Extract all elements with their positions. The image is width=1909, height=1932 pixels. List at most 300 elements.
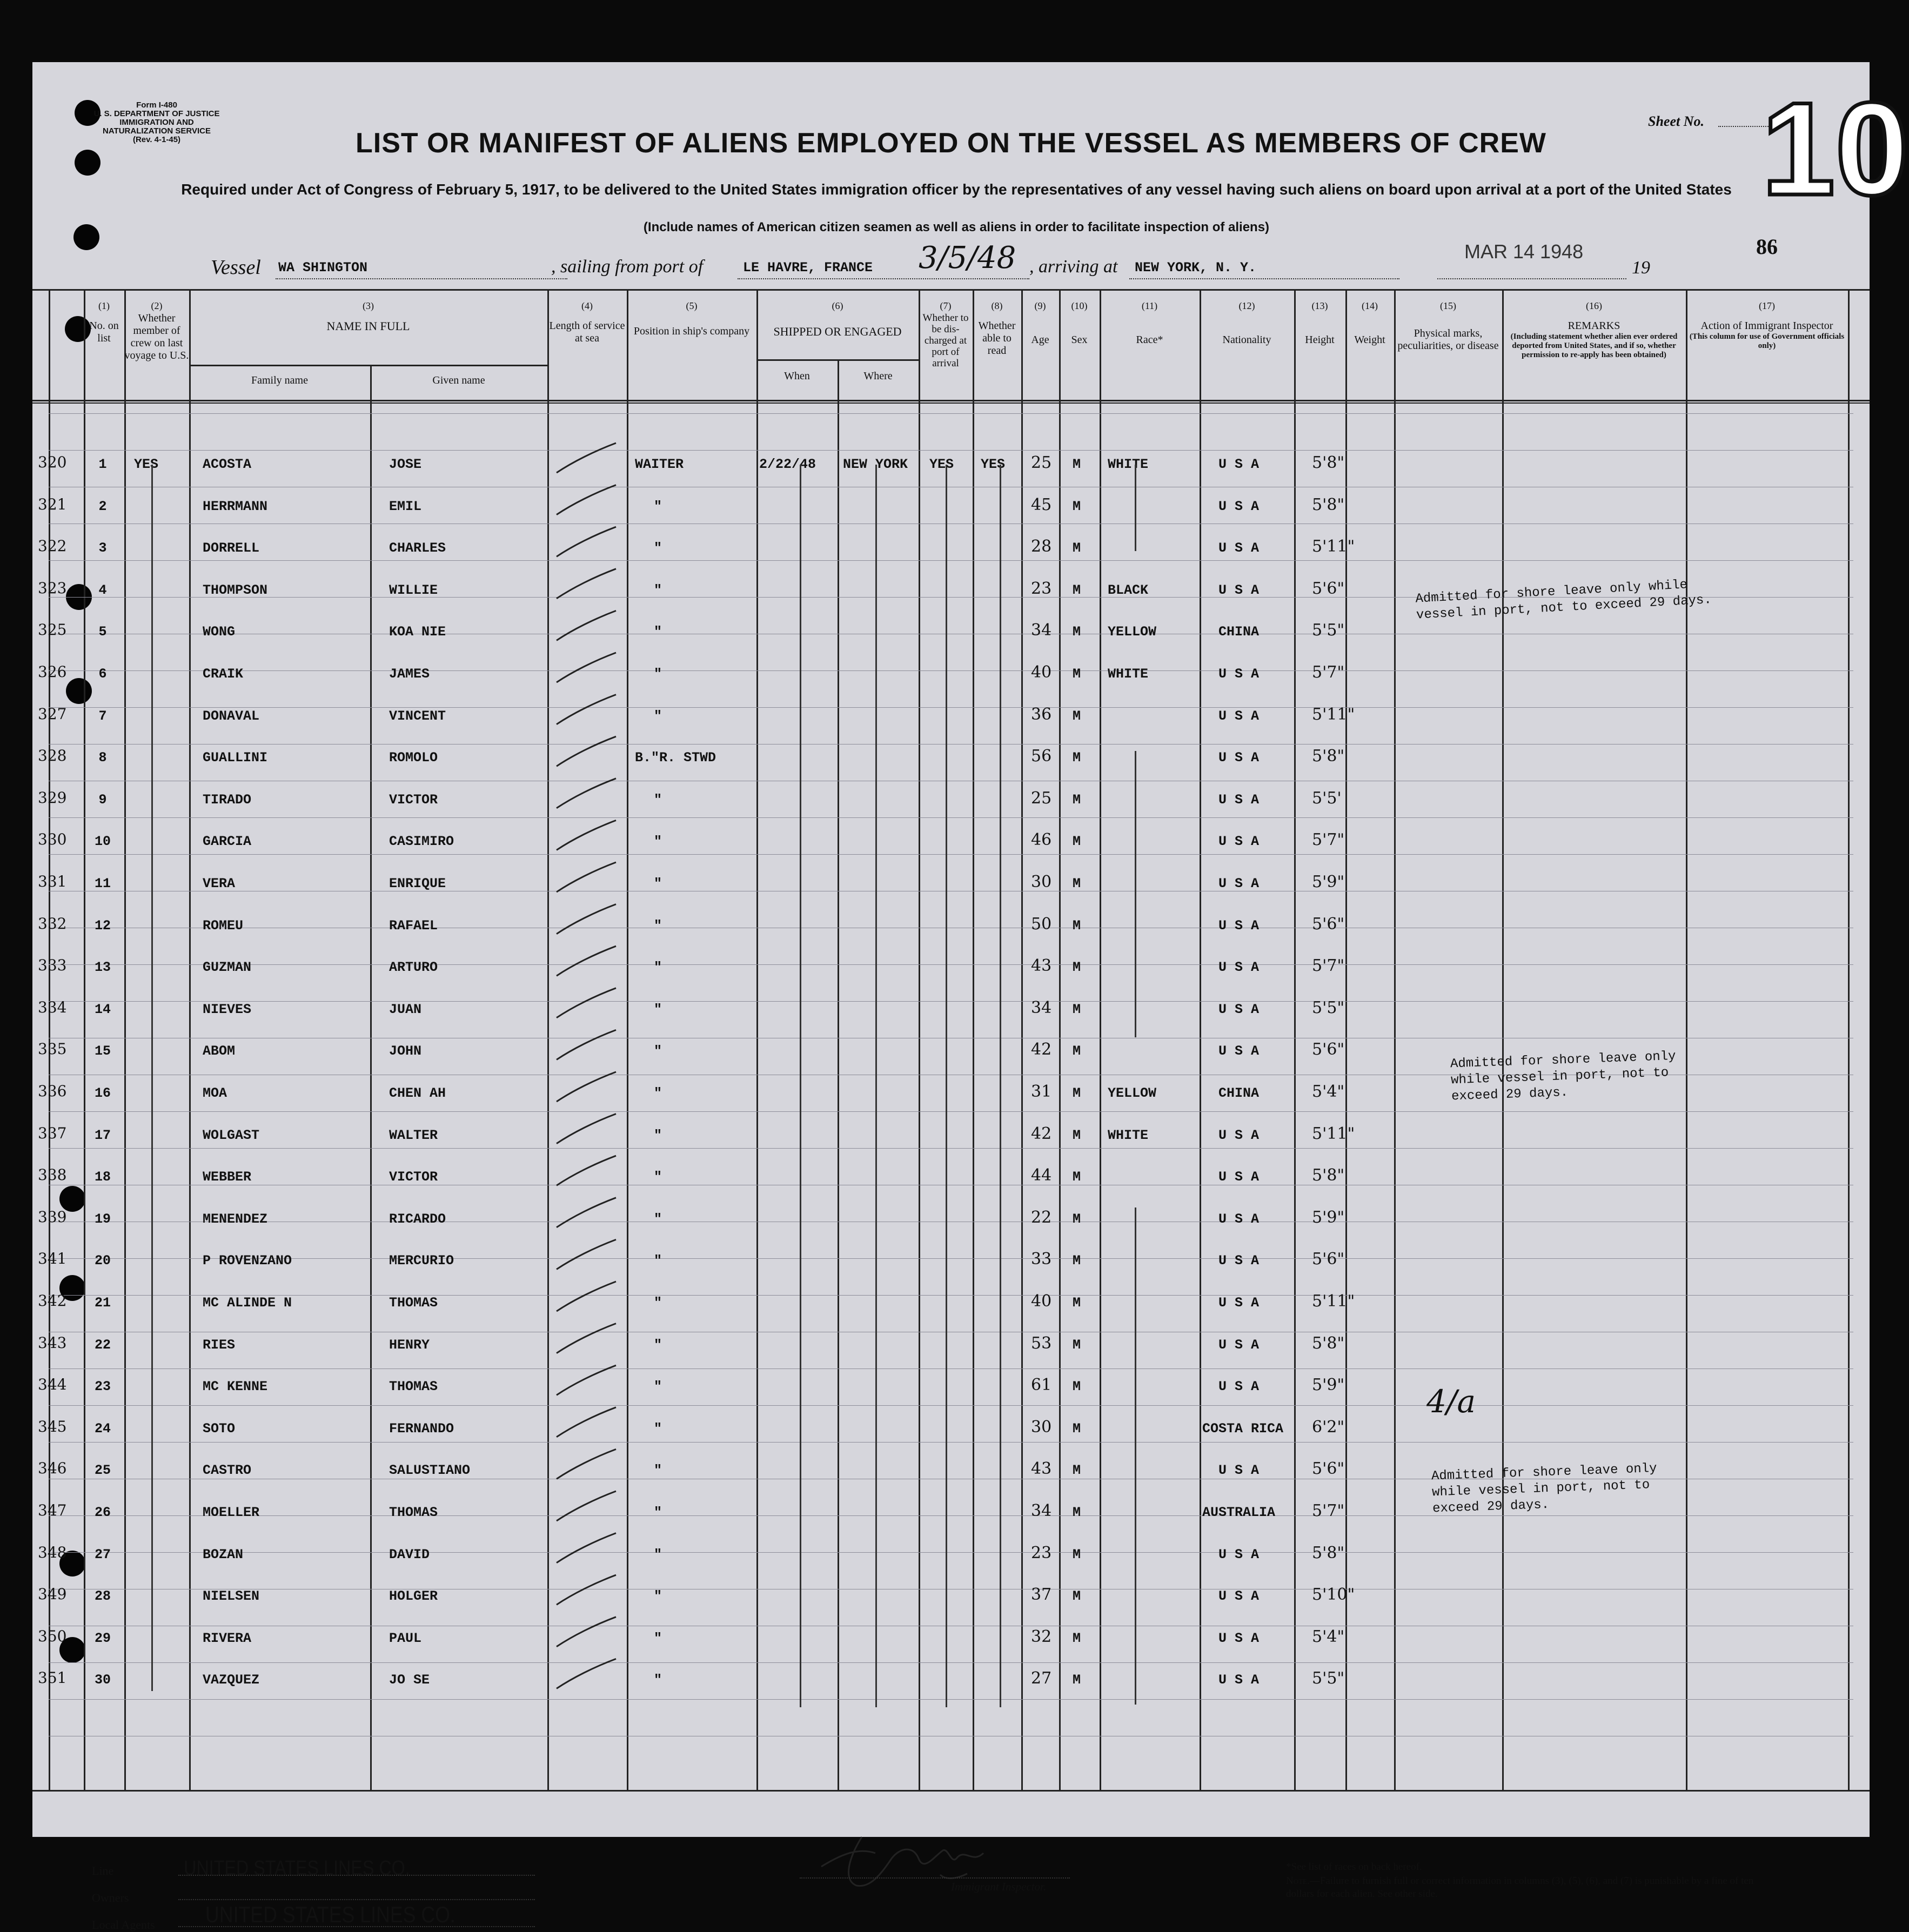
age: 30 xyxy=(1031,1417,1052,1437)
height: 5'11" xyxy=(1312,1292,1355,1311)
row-number: 13 xyxy=(94,960,111,976)
margin-serial: 343 xyxy=(38,1333,67,1352)
position: " xyxy=(654,1169,662,1185)
position: " xyxy=(654,1546,662,1562)
height: 5'6" xyxy=(1312,579,1345,598)
given-name: RAFAEL xyxy=(389,917,438,934)
given-name: JAMES xyxy=(389,666,430,682)
family-name: WEBBER xyxy=(203,1169,252,1185)
nationality: U S A xyxy=(1218,1672,1260,1688)
age: 32 xyxy=(1031,1627,1052,1646)
col-border xyxy=(1394,289,1396,1791)
family-name: GARCIA xyxy=(203,834,252,850)
sailing-port: LE HAVRE, FRANCE xyxy=(743,260,873,276)
family-name: TIRADO xyxy=(203,791,252,808)
service-check-mark xyxy=(557,653,616,682)
col7-header: (7) Whether to be dis-charged at port of arrival xyxy=(922,300,969,369)
when-header: When xyxy=(784,370,810,382)
revision: (Rev. 4-1-45) xyxy=(132,135,181,144)
nationality: U S A xyxy=(1218,1253,1260,1269)
row-number: 2 xyxy=(98,498,107,514)
height: 5'6" xyxy=(1312,1040,1345,1059)
given-name: CASIMIRO xyxy=(389,834,454,850)
nationality: U S A xyxy=(1218,1337,1260,1353)
age: 34 xyxy=(1031,998,1052,1017)
form-number: Form I-480 xyxy=(136,100,177,110)
given-name: VICTOR xyxy=(389,1169,438,1185)
margin-serial: 336 xyxy=(38,1082,67,1100)
col2-header: (2) Whether member of crew on last voyage to U.S. xyxy=(124,300,189,361)
row-rule xyxy=(49,1405,1853,1406)
age: 56 xyxy=(1031,747,1052,766)
position: " xyxy=(654,1001,662,1017)
col-border xyxy=(370,365,372,1790)
margin-serial: 328 xyxy=(38,747,67,765)
service-check-mark xyxy=(557,1156,616,1185)
given-name: KOA NIE xyxy=(389,624,446,640)
given-name: ROMOLO xyxy=(389,750,438,766)
margin-serial: 332 xyxy=(38,914,67,933)
sex: M xyxy=(1073,834,1081,850)
row-rule xyxy=(49,670,1853,671)
fine-note: Note.—Failure to furnish full or correct information in columns (3), (5), (6), and (7) is punishable by a fine of ten dollars for each alien. See other side. xyxy=(1286,1875,1754,1900)
age: 36 xyxy=(1031,705,1052,724)
sex: M xyxy=(1073,666,1081,682)
sex: M xyxy=(1073,1043,1081,1059)
sex: M xyxy=(1073,791,1081,808)
page-title: LIST OR MANIFEST OF ALIENS EMPLOYED ON THE VESSEL AS MEMBERS OF CREW xyxy=(356,128,1546,159)
sex: M xyxy=(1073,960,1081,976)
table-bottom-rule xyxy=(32,1790,1870,1792)
position: " xyxy=(654,540,662,556)
position: " xyxy=(654,1505,662,1520)
col-border xyxy=(1200,289,1201,1791)
sex: M xyxy=(1073,1505,1081,1520)
row-rule xyxy=(49,450,1853,451)
age: 33 xyxy=(1031,1250,1052,1269)
ditto-line-race xyxy=(1135,465,1136,551)
sex: M xyxy=(1073,1295,1081,1311)
height: 5'8" xyxy=(1312,747,1345,766)
height: 5'11" xyxy=(1312,1124,1355,1143)
margin-serial: 320 xyxy=(38,453,67,471)
given-name: CHEN AH xyxy=(389,1085,446,1101)
row-number: 24 xyxy=(94,1420,111,1437)
sex: M xyxy=(1073,750,1081,766)
row-number: 10 xyxy=(94,834,111,850)
col-border xyxy=(919,289,920,1791)
height: 5'8" xyxy=(1312,1166,1345,1185)
given-name: THOMAS xyxy=(389,1379,438,1395)
age: 27 xyxy=(1031,1669,1052,1688)
margin-serial: 334 xyxy=(38,998,67,1016)
age: 46 xyxy=(1031,830,1052,850)
row-rule xyxy=(49,1111,1853,1112)
department: U. S. DEPARTMENT OF JUSTICE xyxy=(93,109,220,118)
given-name: SALUSTIANO xyxy=(389,1463,471,1479)
height: 5'5" xyxy=(1312,1669,1345,1688)
col10-header: (10) Sex xyxy=(1071,300,1088,346)
service-check-mark xyxy=(557,611,616,640)
age: 28 xyxy=(1031,537,1052,556)
where-header: Where xyxy=(863,370,893,382)
margin-serial: 321 xyxy=(38,495,67,513)
col17-header: (17) Action of Immigrant Inspector (This column for use of Government officials only) xyxy=(1689,300,1845,350)
sex: M xyxy=(1073,1463,1081,1479)
given-name: WILLIE xyxy=(389,582,438,598)
given-name: HENRY xyxy=(389,1337,430,1353)
arriving-dotted-line xyxy=(1129,278,1399,279)
margin-serial: 326 xyxy=(38,663,67,681)
date-stamp: MAR 14 1948 xyxy=(1464,240,1584,263)
race: BLACK xyxy=(1108,582,1149,598)
nationality: CHINA xyxy=(1218,624,1260,640)
col-border xyxy=(1059,289,1061,1791)
row-number: 9 xyxy=(98,791,107,808)
sex: M xyxy=(1073,1546,1081,1562)
row-rule xyxy=(49,1515,1853,1516)
service-check-mark xyxy=(557,1533,616,1563)
height: 5'11" xyxy=(1312,537,1355,556)
sailing-date: 3/5/48 xyxy=(919,240,1016,276)
sex: M xyxy=(1073,1169,1081,1185)
margin-serial: 349 xyxy=(38,1585,67,1604)
row-rule xyxy=(49,1662,1853,1663)
margin-serial: 339 xyxy=(38,1208,67,1226)
height: 5'11" xyxy=(1312,705,1355,724)
nationality: U S A xyxy=(1218,876,1260,891)
margin-serial: 330 xyxy=(38,830,67,849)
given-name: PAUL xyxy=(389,1630,422,1646)
position: " xyxy=(654,1379,662,1395)
ditto-line-prev-voyage xyxy=(151,465,153,1691)
margin-serial: 337 xyxy=(38,1124,67,1142)
height: 5'9" xyxy=(1312,1376,1345,1395)
sex: M xyxy=(1073,1337,1081,1353)
col8-header: (8) Whether able to read xyxy=(978,300,1016,357)
row-number: 15 xyxy=(94,1043,111,1059)
nationality: U S A xyxy=(1218,457,1260,472)
col-border xyxy=(973,289,974,1791)
nationality: U S A xyxy=(1218,582,1260,598)
margin-serial: 341 xyxy=(38,1250,67,1268)
service-check-mark xyxy=(557,569,616,599)
nationality: U S A xyxy=(1218,1211,1260,1227)
service-check-mark xyxy=(557,820,616,850)
service-check-mark xyxy=(557,1365,616,1395)
page-subtitle: Required under Act of Congress of February 5, 1917, to be delivered to the United States immigration officer by the representatives of any vessel having such aliens on board upon arrival at a port of the United States xyxy=(181,181,1732,198)
discharged: YES xyxy=(929,457,954,472)
family-name: DORRELL xyxy=(203,540,260,556)
height: 5'8" xyxy=(1312,495,1345,514)
given-name: EMIL xyxy=(389,498,422,514)
col13-header: (13) Height xyxy=(1305,300,1335,346)
given-name: JOHN xyxy=(389,1043,422,1059)
nationality: CHINA xyxy=(1218,1085,1260,1101)
row-number: 28 xyxy=(94,1588,111,1605)
height: 5'6" xyxy=(1312,1459,1345,1479)
service-check-marks xyxy=(551,413,627,1742)
sex: M xyxy=(1073,1001,1081,1017)
sailing-label: , sailing from port of xyxy=(551,257,704,277)
nationality: U S A xyxy=(1218,1043,1260,1059)
margin-serial: 342 xyxy=(38,1292,67,1310)
inspector-label: Immigrant Inspector. xyxy=(951,1880,1047,1893)
position: " xyxy=(654,1337,662,1353)
family-name: SOTO xyxy=(203,1420,236,1437)
table-header-rule xyxy=(32,400,1870,401)
arriving-label: , arriving at xyxy=(1029,257,1118,277)
row-number: 4 xyxy=(98,582,107,598)
row-number: 7 xyxy=(98,708,107,724)
family-name: WOLGAST xyxy=(203,1127,260,1143)
nationality: U S A xyxy=(1218,666,1260,682)
row-number: 12 xyxy=(94,917,111,934)
ditto-line-discharged xyxy=(946,465,947,1707)
height: 5'6" xyxy=(1312,914,1345,934)
col-border xyxy=(1848,289,1850,1791)
sex: M xyxy=(1073,1420,1081,1437)
position: " xyxy=(654,498,662,514)
family-name: RIVERA xyxy=(203,1630,252,1646)
nationality: U S A xyxy=(1218,750,1260,766)
row-number: 21 xyxy=(94,1295,111,1311)
position: " xyxy=(654,1420,662,1437)
age: 30 xyxy=(1031,873,1052,891)
nationality: U S A xyxy=(1218,917,1260,934)
agents-dotted xyxy=(178,1926,535,1927)
family-name: WONG xyxy=(203,624,236,640)
sex: M xyxy=(1073,708,1081,724)
race: YELLOW xyxy=(1108,624,1157,640)
port-dotted-line xyxy=(738,278,1029,279)
ditto-line-race xyxy=(1135,1208,1136,1705)
height: 5'5" xyxy=(1312,998,1345,1017)
nationality: U S A xyxy=(1218,791,1260,808)
row-number: 1 xyxy=(98,457,107,472)
vessel-name: WA SHINGTON xyxy=(278,260,368,276)
age: 53 xyxy=(1031,1333,1052,1353)
shipped-where: NEW YORK xyxy=(843,457,908,472)
age: 34 xyxy=(1031,1501,1052,1520)
sex: M xyxy=(1073,457,1081,472)
nationality: U S A xyxy=(1218,1169,1260,1185)
age: 40 xyxy=(1031,1292,1052,1311)
row-number: 22 xyxy=(94,1337,111,1353)
family-name: NIEVES xyxy=(203,1001,252,1017)
age: 25 xyxy=(1031,788,1052,808)
position: " xyxy=(654,1127,662,1143)
family-name: VERA xyxy=(203,876,236,891)
position: B."R. STWD xyxy=(635,750,716,766)
service-check-mark xyxy=(557,988,616,1018)
position: " xyxy=(654,1672,662,1688)
row-rule xyxy=(49,964,1853,965)
age: 23 xyxy=(1031,1543,1052,1562)
position: " xyxy=(654,791,662,808)
nationality: U S A xyxy=(1218,1546,1260,1562)
col-border xyxy=(627,289,628,1791)
family-name: DONAVAL xyxy=(203,708,260,724)
position: " xyxy=(654,1253,662,1269)
line-company: UNITED STATES LINES CO. xyxy=(184,1857,410,1880)
height: 5'10" xyxy=(1312,1585,1355,1605)
col9-header: (9) Age xyxy=(1031,300,1049,346)
nationality: U S A xyxy=(1218,1630,1260,1646)
margin-serial: 351 xyxy=(38,1669,67,1687)
vessel-dotted-line xyxy=(276,278,567,279)
row-number: 6 xyxy=(98,666,107,682)
sex: M xyxy=(1073,1630,1081,1646)
col12-header: (12) Nationality xyxy=(1222,300,1271,346)
age: 61 xyxy=(1031,1376,1052,1395)
col-border xyxy=(1345,289,1347,1791)
position: " xyxy=(654,876,662,891)
table-top-rule xyxy=(32,289,1870,291)
col5-header: (5) Position in ship's company xyxy=(633,300,750,337)
sex: M xyxy=(1073,1211,1081,1227)
position: " xyxy=(654,834,662,850)
family-name: CRAIK xyxy=(203,666,244,682)
row-rule xyxy=(49,1295,1853,1296)
nationality: U S A xyxy=(1218,1001,1260,1017)
given-name: CHARLES xyxy=(389,540,446,556)
race: WHITE xyxy=(1108,1127,1149,1143)
height: 5'7" xyxy=(1312,1501,1345,1520)
margin-serial: 323 xyxy=(38,579,67,597)
row-rule xyxy=(49,1001,1853,1002)
margin-serial: 347 xyxy=(38,1501,67,1519)
service-check-mark xyxy=(557,1617,616,1647)
agents-company: UNITED STATES LINES CO. xyxy=(205,1902,456,1927)
sex: M xyxy=(1073,582,1081,598)
position: " xyxy=(654,708,662,724)
col16-header: (16) REMARKS (Including statement whether alien ever ordered deported from United States, and if so, whether permission to re-apply has been obtained) xyxy=(1510,300,1678,359)
position: " xyxy=(654,624,662,640)
family-name: ABOM xyxy=(203,1043,236,1059)
family-name: MC KENNE xyxy=(203,1379,268,1395)
row-number: 20 xyxy=(94,1253,111,1269)
family-name: MOELLER xyxy=(203,1505,260,1520)
family-name: MC ALINDE N xyxy=(203,1295,292,1311)
col1-header: (1) No. on list xyxy=(89,300,119,344)
service-check-mark xyxy=(557,1324,616,1353)
shipped-subheader-rule xyxy=(756,359,919,361)
given-name: ARTURO xyxy=(389,960,438,976)
service-check-mark xyxy=(557,904,616,934)
row-rule xyxy=(49,1552,1853,1553)
service-check-mark xyxy=(557,1407,616,1437)
sex: M xyxy=(1073,624,1081,640)
given-name: JO SE xyxy=(389,1672,430,1688)
service-check-mark xyxy=(557,1575,616,1605)
service-check-mark xyxy=(557,946,616,976)
height: 5'8" xyxy=(1312,453,1345,472)
margin-serial: 338 xyxy=(38,1166,67,1184)
prev-voyage: YES xyxy=(134,457,159,472)
sex: M xyxy=(1073,917,1081,934)
position: " xyxy=(654,917,662,934)
position: " xyxy=(654,960,662,976)
sex: M xyxy=(1073,498,1081,514)
age: 43 xyxy=(1031,956,1052,976)
sheet-number: 10 xyxy=(1761,75,1909,223)
sex: M xyxy=(1073,1672,1081,1688)
row-number: 29 xyxy=(94,1630,111,1646)
nationality: U S A xyxy=(1218,1127,1260,1143)
service-check-mark xyxy=(557,1072,616,1102)
sex: M xyxy=(1073,1379,1081,1395)
row-rule xyxy=(49,560,1853,561)
position: " xyxy=(654,1630,662,1646)
family-name: HERRMANN xyxy=(203,498,268,514)
family-name: RIES xyxy=(203,1337,236,1353)
family-name: GUZMAN xyxy=(203,960,252,976)
col14-header: (14) Weight xyxy=(1354,300,1385,346)
given-name: VINCENT xyxy=(389,708,446,724)
row-rule xyxy=(49,707,1853,708)
service-check-mark xyxy=(557,736,616,766)
sex: M xyxy=(1073,1253,1081,1269)
row-rule xyxy=(49,817,1853,818)
race: WHITE xyxy=(1108,666,1149,682)
position: " xyxy=(654,666,662,682)
position: " xyxy=(654,1588,662,1605)
page-note: (Include names of American citizen seamen as well as aliens in order to facilitate inspection of aliens) xyxy=(643,220,1270,234)
age: 45 xyxy=(1031,495,1052,514)
family-name: MENENDEZ xyxy=(203,1211,268,1227)
nationality: U S A xyxy=(1218,540,1260,556)
given-name: JOSE xyxy=(389,457,422,472)
remark-shore-leave: Admitted for shore leave only while vessel in port, not to exceed 29 days. xyxy=(1431,1461,1657,1517)
col-border xyxy=(756,289,758,1791)
col-border xyxy=(1021,289,1023,1791)
col11-header: (11) Race* xyxy=(1136,300,1163,346)
height: 5'8" xyxy=(1312,1333,1345,1353)
margin-serial: 344 xyxy=(38,1376,67,1394)
age: 25 xyxy=(1031,453,1052,472)
race: WHITE xyxy=(1108,457,1149,472)
margin-serial: 348 xyxy=(38,1543,67,1561)
service: IMMIGRATION AND NATURALIZATION SERVICE xyxy=(102,118,211,136)
service-check-mark xyxy=(557,1239,616,1269)
height: 5'7" xyxy=(1312,830,1345,850)
row-number: 18 xyxy=(94,1169,111,1185)
service-check-mark xyxy=(557,1198,616,1227)
age: 42 xyxy=(1031,1124,1052,1143)
height: 5'9" xyxy=(1312,1208,1345,1227)
position: " xyxy=(654,1295,662,1311)
service-check-mark xyxy=(557,779,616,808)
family-name: GUALLINI xyxy=(203,750,268,766)
service-check-mark xyxy=(557,443,616,473)
col-border xyxy=(1294,289,1296,1791)
service-check-mark xyxy=(557,1030,616,1059)
inspector-dotted xyxy=(800,1877,1070,1879)
row-number: 17 xyxy=(94,1127,111,1143)
family-name: MOA xyxy=(203,1085,227,1101)
height: 5'7" xyxy=(1312,956,1345,976)
nationality: U S A xyxy=(1218,1463,1260,1479)
age: 44 xyxy=(1031,1166,1052,1185)
year-label: 19 xyxy=(1632,258,1650,278)
age: 42 xyxy=(1031,1040,1052,1059)
service-check-mark xyxy=(557,1659,616,1688)
col-border xyxy=(124,289,126,1791)
given-name: DAVID xyxy=(389,1546,430,1562)
height: 5'9" xyxy=(1312,873,1345,891)
given-name: ENRIQUE xyxy=(389,876,446,891)
